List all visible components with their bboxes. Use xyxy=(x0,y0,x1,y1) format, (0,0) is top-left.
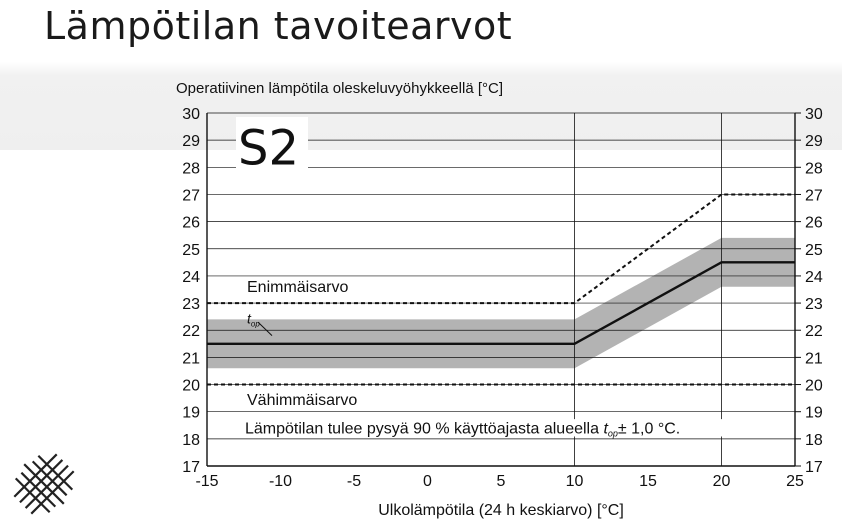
top-label-t: t xyxy=(247,310,251,327)
x-tick-label: 10 xyxy=(565,473,584,490)
y-tick-label-right: 28 xyxy=(805,160,823,178)
x-tick-label: -15 xyxy=(195,473,219,490)
tilted-grid-logo-icon xyxy=(6,446,82,522)
chart-title-s2: S2 xyxy=(238,120,300,177)
y-tick-label-right: 23 xyxy=(805,296,823,314)
y-tick-label-left: 18 xyxy=(182,431,200,449)
y-axis-label: Operatiivinen lämpötila oleskeluvyöhykkeellä [°C] xyxy=(176,80,503,97)
y-tick-label-left: 19 xyxy=(182,404,200,422)
y-tick-label-left: 30 xyxy=(182,106,200,123)
y-tick-label-right: 29 xyxy=(805,133,823,151)
x-axis-label: Ulkolämpötila (24 h keskiarvo) [°C] xyxy=(378,502,624,519)
y-tick-label-left: 27 xyxy=(182,187,200,205)
y-tick-label-left: 28 xyxy=(182,160,200,178)
min-value-label: Vähimmäisarvo xyxy=(247,391,358,409)
y-tick-label-right: 25 xyxy=(805,241,823,259)
top-curve-label xyxy=(247,310,260,328)
y-tick-label-right: 17 xyxy=(805,459,823,476)
x-tick-label: 5 xyxy=(496,473,506,490)
y-tick-label-right: 19 xyxy=(805,404,823,422)
x-tick-label: 0 xyxy=(423,473,432,490)
y-tick-label-left: 25 xyxy=(182,241,200,259)
note-t: t xyxy=(603,420,608,438)
y-tick-label-left: 17 xyxy=(182,459,200,476)
y-tick-label-right: 22 xyxy=(805,323,823,341)
max-value-label: Enimmäisarvo xyxy=(247,279,349,297)
note-pre: Lämpötilan tulee pysyä 90 % käyttöajasta alueella xyxy=(245,420,604,438)
x-tick-label: -10 xyxy=(268,473,293,490)
y-tick-label-right: 20 xyxy=(805,377,823,395)
y-tick-label-left: 23 xyxy=(182,296,200,314)
note-sub: op xyxy=(607,428,618,439)
x-tick-label: -5 xyxy=(346,473,362,490)
page-title: Lämpötilan tavoitearvot xyxy=(44,4,513,48)
x-tick-label: 15 xyxy=(639,473,657,490)
y-tick-label-right: 30 xyxy=(805,106,823,123)
x-tick-label: 20 xyxy=(712,473,731,490)
y-tick-label-left: 24 xyxy=(182,268,200,286)
y-tick-label-left: 20 xyxy=(182,377,200,395)
y-tick-label-right: 26 xyxy=(805,214,823,232)
note-post: ± 1,0 °C. xyxy=(617,420,681,438)
y-tick-label-right: 21 xyxy=(805,350,823,368)
y-tick-label-left: 21 xyxy=(182,350,200,368)
y-tick-label-right: 24 xyxy=(805,268,823,286)
y-tick-label-right: 27 xyxy=(805,187,823,205)
y-tick-label-right: 18 xyxy=(805,431,823,449)
y-tick-label-left: 29 xyxy=(182,133,200,151)
x-tick-label: 25 xyxy=(786,473,804,490)
y-tick-label-left: 22 xyxy=(182,323,200,341)
y-tick-label-left: 26 xyxy=(182,214,200,232)
top-label-sub: op xyxy=(250,319,260,329)
